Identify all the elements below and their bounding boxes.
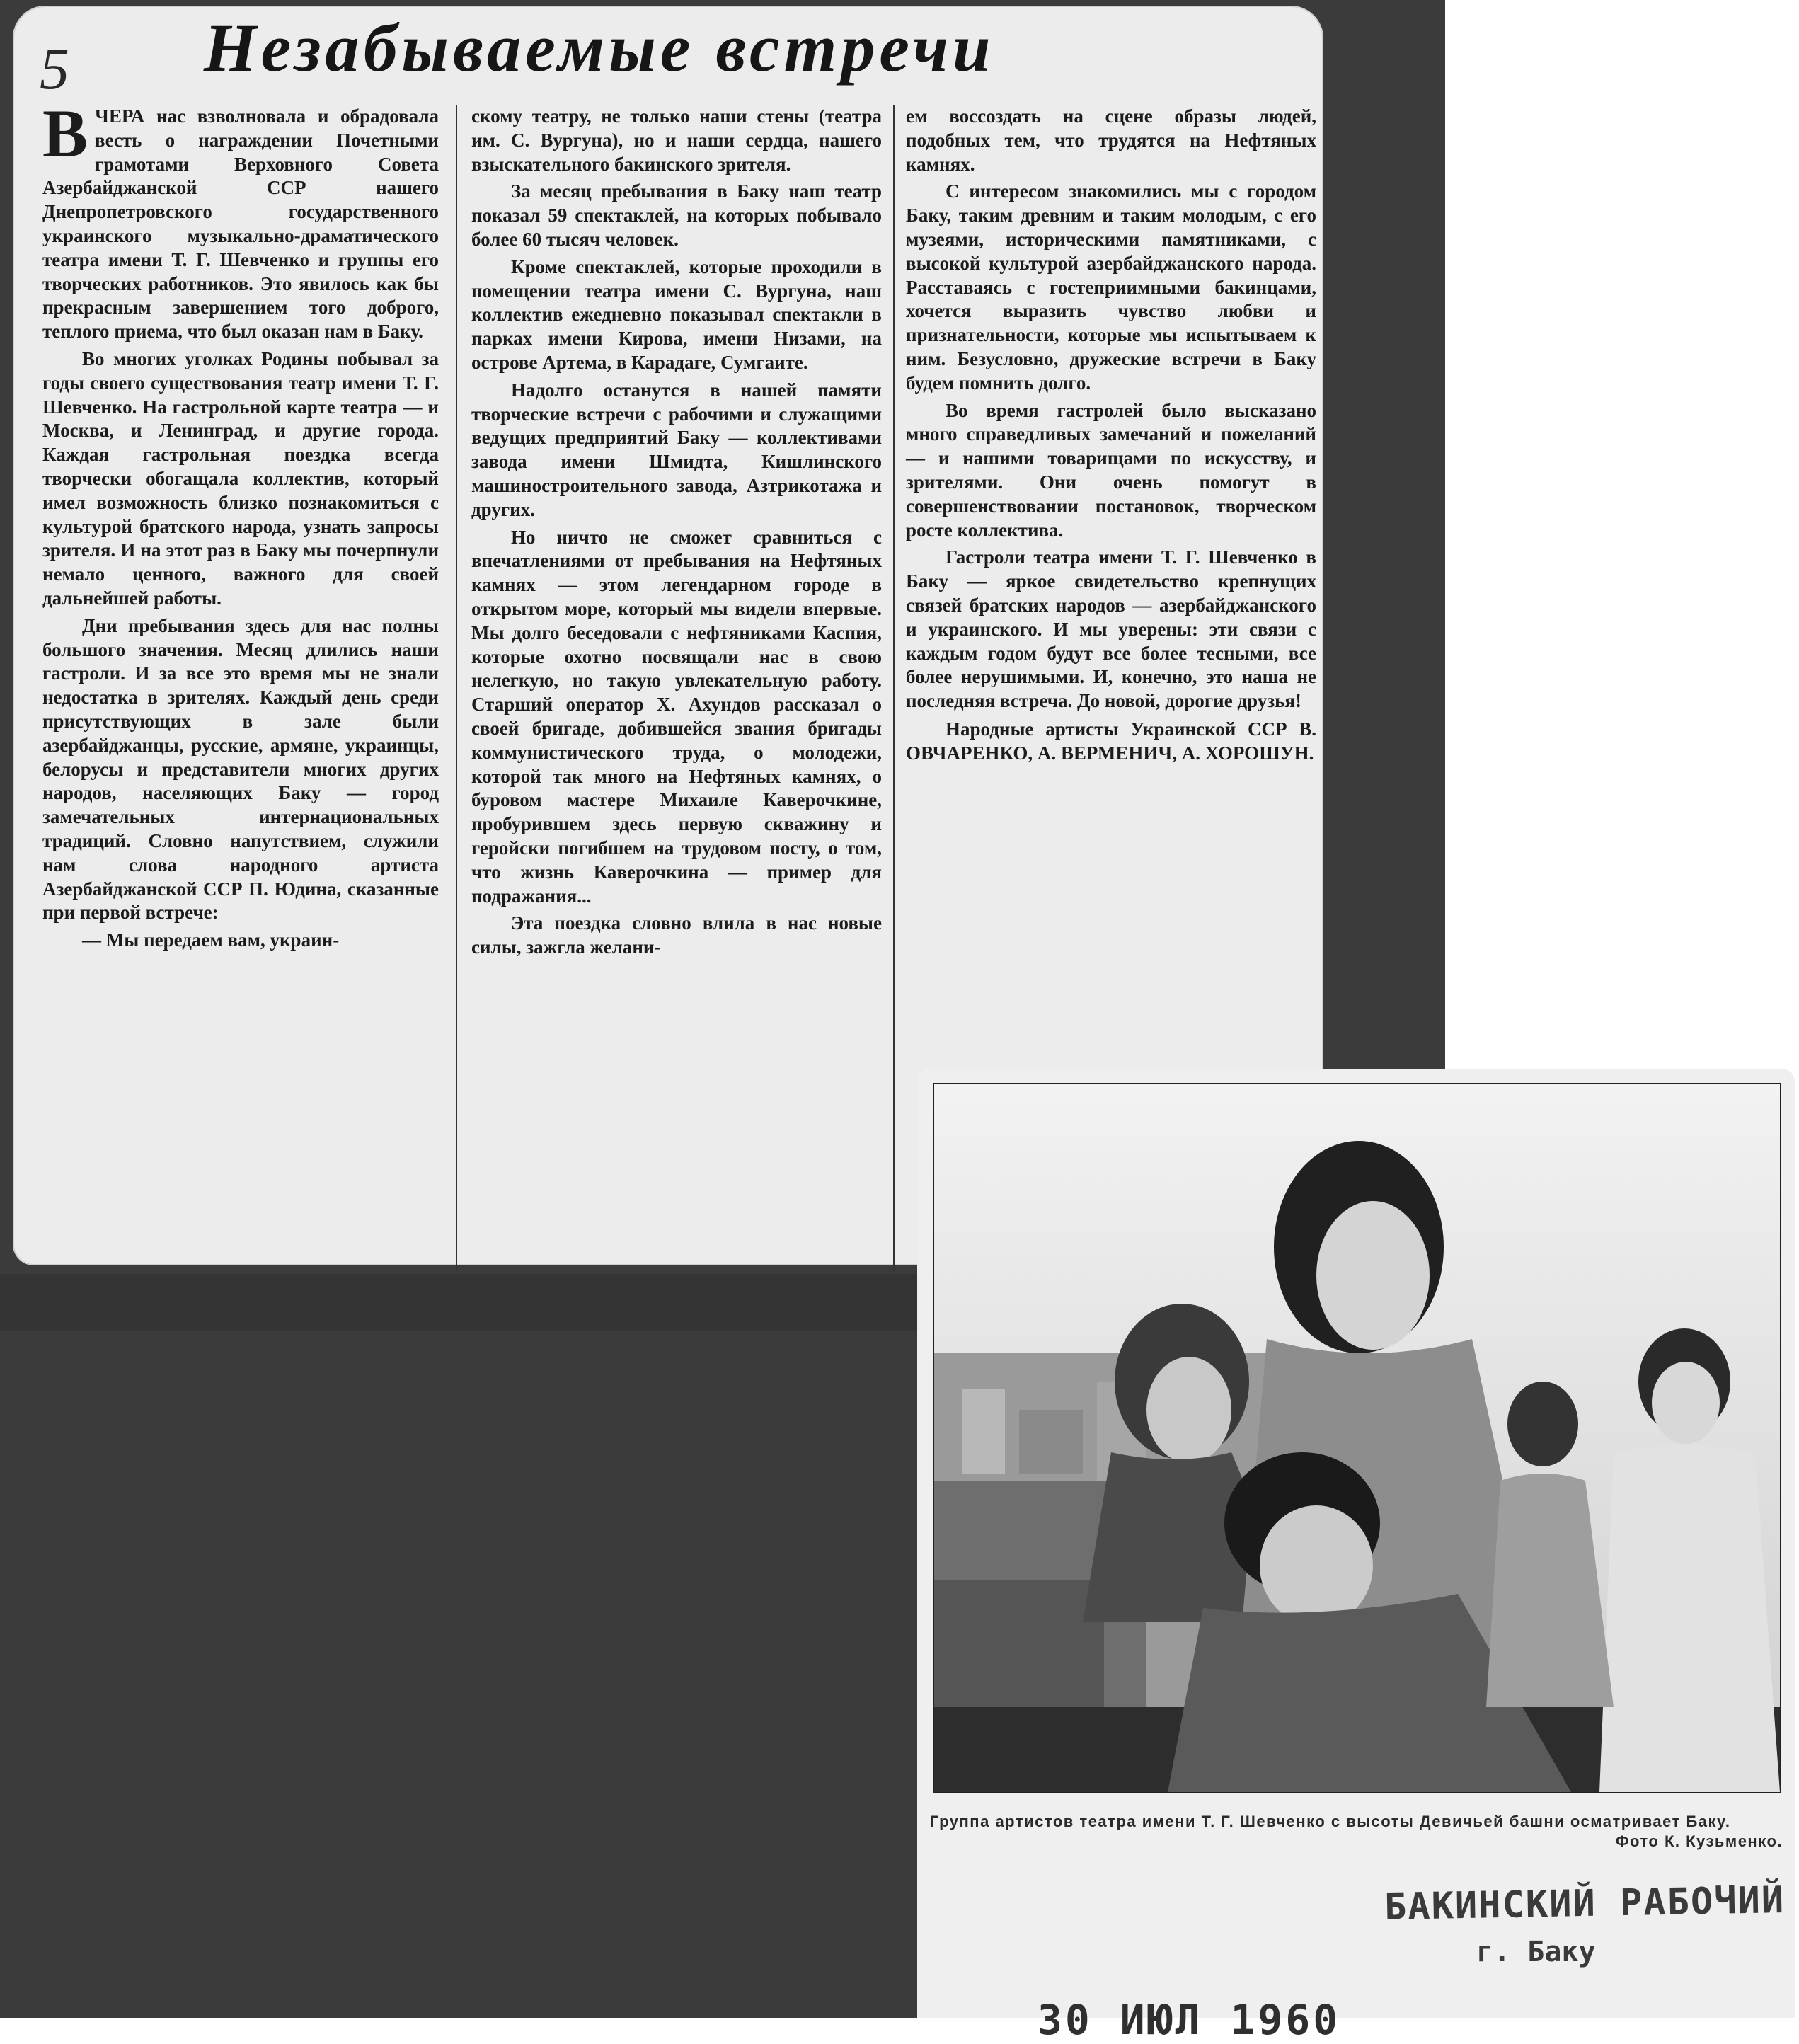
column-rule — [893, 105, 895, 1271]
group-photo — [933, 1083, 1781, 1793]
article-column-2 — [471, 105, 882, 963]
article-paragraph: Дни пребывания здесь для нас полны большого значения. Месяц длились наши гастроли. И за все это время мы не знали недостатка в зрителях. Каждый день среди присутствующих в зале были азербайджанцы, русские, армяне, украинцы, белорусы и представители многих других народов, населяющих Баку — город замечательных интернациональных традиций. Словно напутствием, служили нам слова народного артиста Азербайджанской ССР П. Юдина, сказанные при первой встрече: — [42, 614, 439, 924]
article-paragraph: С интересом знакомились мы с городом Баку, таким древним и таким молодым, с его музеями, историческими памятниками, с высокой культурой азербайджанского народа. Расставаясь с гостеприимными бакинцами, хочется выразить чувство любви и признательности, которые мы испытываем к ним. Безусловно, дружеские встречи в Баку будем помнить долго. — [906, 180, 1316, 394]
photo-caption — [930, 1812, 1783, 1851]
article-paragraph: ем воссоздать на сцене образы людей, подобных тем, что трудятся на Нефтяных камнях. — [906, 105, 1316, 175]
article-paragraph: Но ничто не сможет сравниться с впечатлениями от пребывания на Нефтяных камнях — этом легендарном городе в открытом море, который мы видели впервые. Мы долго беседовали с нефтяниками Каспия, которые охотно посвящали нас в свою нелегкую, но такую увлекательную работу. Старший оператор Х. Ахундов рассказал о своей бригаде, добившейся звания бригады коммунистического труда, о молодежи, которой так много на Нефтяных камнях, о буровом мастере Михаиле Каверочкине, пробурившем здесь первую скважину и геройски погибшем на трудовом посту, о том, что жизнь Каверочкина — пример для подражания... — [471, 526, 882, 907]
drop-cap-letter: В — [42, 96, 88, 171]
article-column-3 — [906, 105, 1316, 769]
article-paragraph: Во время гастролей было высказано много справедливых замечаний и пожеланий — и нашими товарищами по искусству, и зрителями. Они очень помогут в совершенствовании постановок, творческом росте коллектива. — [906, 399, 1316, 541]
city-stamp: г. Баку — [1476, 1936, 1596, 1968]
article-paragraph: Эта поездка словно влила в нас новые силы, зажгла желани- — [471, 912, 882, 958]
newspaper-stamp: БАКИНСКИЙ РАБОЧИЙ — [1384, 1879, 1786, 1929]
article-paragraph: Во многих уголках Родины побывал за годы своего существования театр имени Т. Г. Шевченко. На гастрольной карте театра — и Москва, и Ленинград, и другие города. Каждая гастрольная поездка всегда творчески обогащала коллектив, который имел возможность близко познакомиться с культурой братского народа, узнать запросы зрителя. И на этот раз в Баку мы почерпнули немало ценного, важного для своей дальнейшей работы. — [42, 348, 439, 609]
article-column-1 — [42, 96, 439, 956]
photo-illustration — [934, 1084, 1780, 1792]
article-paragraph: скому театру, не только наши стены (театра им. С. Вургуна), но и наши сердца, нашего взыскательного бакинского зрителя. — [471, 105, 882, 175]
article-paragraph: За месяц пребывания в Баку наш театр показал 59 спектаклей, на которых побывало более 60 тысяч человек. — [471, 180, 882, 250]
article-paragraph: Надолго останутся в нашей памяти творческие встречи с рабочими и служащими ведущих предприятий Баку — коллективами завода имени Шмидта, Кишлинского машиностроительного завода, Азтрикотажа и других. — [471, 379, 882, 520]
article-paragraph: ВЧЕРА нас взволновала и обрадовала весть о награждении Почетными грамотами Верховного Совета Азербайджанской ССР нашего Днепропетровского государственного украинского музыкально-драматического театра имени Т. Г. Шевченко и группы его творческих работников. Это явилось как бы прекрасным завершением того доброго, теплого приема, что был оказан нам в Баку. — [42, 96, 439, 343]
caption-text: Группа артистов театра имени Т. Г. Шевченко с высоты Девичьей башни осматривает Баку. — [930, 1813, 1731, 1830]
handwritten-page-number: 5 — [40, 36, 69, 102]
article-headline: Незабываемые встречи — [204, 10, 995, 86]
date-stamp: 30 ИЮЛ 1960 — [1038, 1996, 1341, 2044]
column-rule — [456, 105, 457, 1271]
article-paragraph: — Мы передаем вам, украин- — [82, 929, 340, 951]
article-signature: Народные артисты Украинской ССР В. ОВЧАРЕНКО, А. ВЕРМЕНИЧ, А. ХОРОШУН. — [906, 718, 1316, 764]
photo-clipping — [917, 1069, 1795, 2044]
article-paragraph: Гастроли театра имени Т. Г. Шевченко в Баку — яркое свидетельство крепнущих связей братских народов — азербайджанского и украинского. И мы уверены: эти связи с каждым годом будут все более тесными, все более нерушимыми. И, конечно, это наша не последняя встреча. До новой, дорогие друзья! — [906, 546, 1316, 712]
photo-credit: Фото К. Кузьменко. — [1615, 1832, 1783, 1850]
article-paragraph: Кроме спектаклей, которые проходили в помещении театра имени С. Вургуна, наш коллектив ежедневно показывал спектакли в парках имени Кирова, имени Низами, на острове Артема, в Карадаге, Сумгаите. — [471, 256, 882, 373]
